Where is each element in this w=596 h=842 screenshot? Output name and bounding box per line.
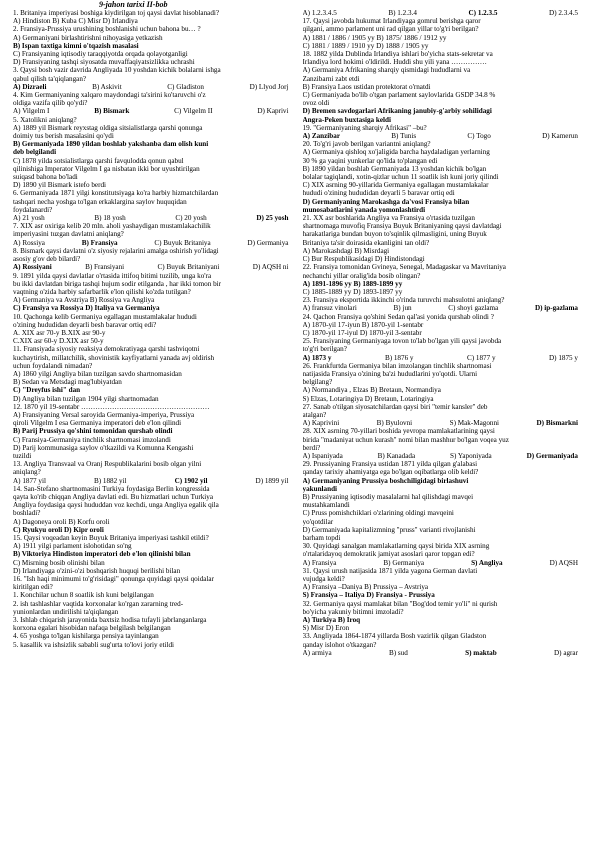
answer-option: B) jun bbox=[393, 304, 412, 313]
text-line: 2. ish tashlashlar vaqtida korxonalar ko'rgan zararning tred- bbox=[13, 599, 184, 608]
text-line: Zanzibarni zabt etdi bbox=[302, 74, 360, 83]
text-line: C) "Dreyfus ishi" dan bbox=[13, 386, 81, 395]
text-line: 32. Germaniya qaysi mamlakat bilan "Bog'dod temir yo'li" ni qurish bbox=[302, 599, 498, 608]
text-line: 5. kasallik va ishsizlik sababli sug'urta to'lovi joriy etildi bbox=[13, 640, 175, 649]
text-line: Irlandiya lord hokimi o'ldirildi. Huddi shu yili yana …………… bbox=[302, 58, 487, 67]
answer-option: A) 1877 yil bbox=[13, 476, 46, 485]
answer-option: D) Llyod Jorj bbox=[249, 82, 289, 91]
answer-option: D) Kamerun bbox=[542, 132, 578, 141]
text-line: yunionlardan undirilishi ta'qiqlangan bbox=[13, 607, 119, 616]
text-line: D) Parij kommunasiga saylov o'tkazildi va Komunna Kengashi bbox=[13, 443, 194, 452]
text-line: 28. XIX asrning 70-yillari boshida yevropa mamlakatlarining qaysi bbox=[302, 427, 495, 436]
text-line: D) 1890 yil Bismark istefo berdi bbox=[13, 181, 107, 190]
text-line: 9. 1891 yilda qaysi davlatlar o'rtasida ittifoq bitimi tuzilib, unga ko'ra bbox=[13, 271, 212, 280]
text-line: C) Germaniyada bo'lib o'tgan parlament saylovlarida GSDP 34.8 % bbox=[302, 91, 496, 100]
answer-option: A) Ispaniyada bbox=[302, 451, 343, 460]
text-line: A) Germaniyaning Prussiya boshchiligidagi birlashuvi bbox=[302, 476, 469, 485]
text-line: 22. Fransiya tomonidan Gvineya, Senegal, Madagaskar va Mavritaniya bbox=[302, 263, 506, 272]
answer-option: D) Germaniya bbox=[247, 238, 289, 247]
text-line: A) 1860 yilgi Angliya bilan tuzilgan savdo shartnomasidan bbox=[13, 369, 182, 378]
text-line: berdi? bbox=[302, 443, 321, 452]
text-line: 6. Germaniyada 1871 yilgi konstitutsiyaga ko'ra harbiy hizmatchilardan bbox=[13, 189, 219, 198]
text-line: nechanchi yillar oralig'ida bosib olingan? bbox=[302, 271, 421, 280]
text-line: belgilang? bbox=[302, 378, 333, 387]
text-line: C) 1870-yil 17-iyul D) 1870-yil 3-sentabr bbox=[302, 328, 422, 337]
text-line: C) Misrning bosib olinishi bilan bbox=[13, 558, 105, 567]
text-line: D) Bremen savdogarlari Afrikaning janubiy-g'arbiy sohilidagi bbox=[302, 107, 492, 116]
text-line: B) Viktoriya Hindiston imperatori deb e'lon qilinishi bilan bbox=[13, 550, 191, 559]
text-line: 2. Fransiya-Prussiya urushining boshlanishi uchun bahona bu… ? bbox=[13, 25, 201, 34]
answer-option: A) Fransiya bbox=[302, 558, 337, 567]
answer-option: B) 1882 yil bbox=[93, 476, 127, 485]
answer-option: B) Tunis bbox=[391, 132, 417, 141]
text-line: A) Dagoneya oroli B) Korfu oroli bbox=[13, 517, 110, 526]
text-line: bu ikki davlatdan biriga tashqi hujum sodir etilganda , har ikki tomon bir bbox=[13, 279, 222, 288]
answer-option: S) Angliya bbox=[471, 558, 503, 567]
text-line: deb belgilandi bbox=[13, 148, 57, 157]
text-line: 23. Fransiya eksportida ikkinchi o'rinda turuvchi mahsulotni aniqlang? bbox=[302, 296, 505, 305]
text-line: A) Germaniyani birlashtirishni nihoyasiga yetkazish bbox=[13, 33, 163, 42]
answer-option: A) fransuz vinolari bbox=[302, 304, 357, 313]
answer-option: B) Fransiya bbox=[81, 238, 118, 247]
answer-option: D) 1899 yil bbox=[255, 476, 289, 485]
text-line: C.XIX asr 60-y D.XIX asr 50-y bbox=[13, 337, 104, 346]
text-line: B) Germaniyada 1890 yildan boshlab yakshanba dam olish kuni bbox=[13, 140, 209, 149]
answer-option: B) Germaniya bbox=[383, 558, 425, 567]
text-line: A) Hindiston B) Kuba C) Misr D) Irlandiya bbox=[13, 17, 138, 26]
text-line: B) Ispan taxtiga kimni o'tqazish masalasi bbox=[13, 41, 139, 50]
text-line: asosiy g'ov deb bilardi? bbox=[13, 255, 81, 264]
text-line: 3. Qaysi bosh vazir davrida Angliyada 10 yoshdan kichik bolalarni ishga bbox=[13, 66, 221, 75]
text-line: imperiyasini tuzgan davlatni aniqlang? bbox=[13, 230, 124, 239]
text-line: doimiy tus berish masalasini qo'ydi bbox=[13, 132, 114, 141]
text-line: foydalanardi? bbox=[13, 205, 53, 214]
text-line: 4. 65 yoshga to'lgan kishilarga pensiya tayinlangan bbox=[13, 632, 159, 641]
answer-option: B) Bismark bbox=[94, 107, 130, 116]
text-line: A) 1889 yil Bismark reyxstag oldiga sitsialistlarga qarshi qonunga bbox=[13, 123, 203, 132]
text-line: B) Sedan va Metsdagi mag'lubiyatdan bbox=[13, 378, 122, 387]
text-line: yo'qotdilar bbox=[302, 517, 334, 526]
text-line: bo'yicha yakuniy bitimni imzoladi? bbox=[302, 607, 404, 616]
answer-options-row bbox=[13, 477, 293, 485]
text-line: 10. Qachonga kelib Germaniya egallagan mustamlakalar hududi bbox=[13, 312, 197, 321]
text-line: C) Fransiya-Germaniya tinchlik shartnomasi imzolandi bbox=[13, 435, 171, 444]
text-line: natijasida Fransiya o'zining ba'zi hududlarini yo'qotdi. Ularni bbox=[302, 369, 478, 378]
answer-option: D) Germaniyada bbox=[526, 451, 578, 460]
text-line: A. XIX asr 70-y B.XIX asr 90-y bbox=[13, 328, 106, 337]
text-line: harakatlariga bundan buyon to'sqinlik qilmasligini, uning Buyuk bbox=[302, 230, 487, 239]
text-line: hududi o'zining hududidan deyarli 5 baravar ortiq edi bbox=[302, 189, 455, 198]
text-line: S) Misr D) Eron bbox=[302, 624, 350, 633]
text-line: C) 1878 yilda sotsialistlarga qarshi favqulodda qonun qabul bbox=[13, 156, 184, 165]
text-line: 31. Qaysi urush natijasida 1871 yilda yagona German davlati bbox=[302, 566, 478, 575]
text-line: 15. Qaysi voqeadan keyin Buyuk Britaniya imperiyasi tashkil etildi? bbox=[13, 534, 209, 542]
text-line: 3. Ishlab chiqarish jarayonida baxtsiz hodisa tufayli jabrlanganlarga bbox=[13, 616, 207, 625]
answer-options-row bbox=[303, 419, 583, 427]
answer-options-row bbox=[13, 239, 293, 247]
text-line: 11. Fransiyada siyosiy reaksiya demokratiyaga qarshi tashviqotni bbox=[13, 345, 200, 354]
answer-option: C) 1.2.3.5 bbox=[468, 9, 498, 17]
answer-options-row bbox=[303, 9, 583, 17]
text-line: 30. Quyidagi sanalgan mamlakatlarning qaysi birida XIX asrning bbox=[302, 542, 490, 551]
answer-option: D) AQSH ni bbox=[252, 263, 289, 272]
answer-option: C) 1902 yil bbox=[174, 476, 208, 485]
answer-option: C) Togo bbox=[467, 132, 491, 141]
answer-options-row bbox=[303, 132, 583, 140]
text-line: B) Fransiya Laos ustidan protektorat o'rnatdi bbox=[302, 82, 431, 91]
text-line: to'g'ri berilgan? bbox=[302, 345, 347, 354]
text-line: C) 1881 / 1889 / 1910 yy D) 1888 / 1905 yy bbox=[302, 41, 429, 50]
text-line: 27. Sanab o'tilgan siyosatchilardan qaysi biri "temir kansler" deb bbox=[302, 402, 488, 411]
answer-option: D) 1875 y bbox=[549, 353, 578, 362]
text-line: 19. "Germaniyaning sharqiy Afrikasi" –bu? bbox=[302, 123, 427, 132]
text-line: qilinishiga Imperator Vilgelm I ga nisbatan ikki bor uyushtirilgan bbox=[13, 164, 200, 173]
text-line: 29. Prussiyaning Fransiya ustidan 1871 yilda qilgan g'alabasi bbox=[302, 460, 478, 469]
answer-option: C) 20 yosh bbox=[175, 214, 207, 223]
answer-option: B) Askivit bbox=[92, 82, 122, 91]
answer-option: D) agrar bbox=[554, 648, 578, 657]
text-line: 1. Britaniya imperiyasi boshiga kiydirilgan toj qaysi davlat hisoblanadi? bbox=[13, 9, 220, 17]
answer-option: A) armiya bbox=[302, 648, 332, 657]
answer-option: A) Dizraeli bbox=[13, 82, 47, 91]
text-line: A) Turkiya B) Iroq bbox=[302, 616, 361, 625]
text-line: kiritilgan edi? bbox=[13, 583, 53, 592]
answer-option: A) 1873 y bbox=[302, 353, 332, 362]
text-line: 26. Frankfurtda Germaniya bilan imzolangan tinchlik shartnomasi bbox=[302, 361, 492, 370]
text-line: qilgani, ammo parlament uni rad qilgan yillar to'g'ri berilgan? bbox=[302, 25, 479, 34]
answer-option: C) shoyi gazlama bbox=[448, 304, 499, 313]
text-line: 18. 1882 yilda Dublinda Irlandiya ishlari bo'yicha stats-sekretar va bbox=[302, 50, 493, 59]
text-line: qayta ko'rib chiqqan Angliya davlati edi. Bu hizmatlari uchun Turkiya bbox=[13, 492, 213, 501]
answer-options-row bbox=[303, 649, 583, 657]
answer-options-row bbox=[13, 214, 293, 222]
text-line: o'rtalaridayoq demokratik jamiyat asoslari qaror topgan edi? bbox=[302, 550, 475, 559]
text-line: 14. San-Stefano shartnomasini Turkiya foydasiga Berlin kongressida bbox=[13, 484, 210, 493]
text-line: aniqlang? bbox=[13, 468, 41, 477]
text-line: qanday islohot o'tkazgan? bbox=[302, 640, 377, 649]
text-line: yakunlandi bbox=[302, 484, 338, 493]
text-line: A) Marokashdagi B) Misrdagi bbox=[302, 246, 390, 255]
text-line: A) Germaniya va Avstriya B) Rossiya va Angliya bbox=[13, 296, 155, 305]
answer-option: D) 2.3.4.5 bbox=[549, 9, 578, 17]
text-line: bolalar tagiqlandi, xotin-qizlar uchun 11 soatlik ish kuni joriy qilindi bbox=[302, 173, 499, 182]
answer-options-row bbox=[303, 304, 583, 312]
answer-option: A) Rossiyani bbox=[13, 263, 52, 272]
answer-option: A) Rossiya bbox=[13, 238, 45, 247]
text-line: korxona egalari hisobidan nafaqa belgilash belgilangan bbox=[13, 624, 171, 633]
text-line: A) Germaniya qishloq xo'jaligida barcha haydaladigan yerlarning bbox=[302, 148, 490, 157]
text-line: C) 1885-1889 yy D) 1893-1897 yy bbox=[302, 287, 403, 296]
text-line: 12. 1870 yil 19-sentabr ……………………………………………… bbox=[13, 402, 210, 411]
text-line: 30 % ga yaqini yunkerlar qo'lida to'plangan edi bbox=[302, 156, 438, 165]
text-line: A) 1881 / 1886 / 1905 yy B) 1875/ 1886 / 1912 yy bbox=[302, 33, 447, 42]
answer-option: S) Mak-Magonni bbox=[449, 419, 500, 428]
answer-options-row bbox=[13, 83, 293, 91]
text-line: oldiga vazifa qilib qo'ydi? bbox=[13, 99, 88, 108]
text-line: B) 1890 yildan boshlab Germaniyada 13 yoshdan kichik bo'lgan bbox=[302, 164, 487, 173]
answer-options-row bbox=[303, 559, 583, 567]
text-line: birida "madaniyat uchun kurash" nomi bilan mashhur bo'lgan voqea yuz bbox=[302, 435, 509, 444]
answer-option: S) Yaponiyada bbox=[450, 451, 492, 460]
answer-option: B) Kanadada bbox=[377, 451, 416, 460]
text-line: qiroli Vilgelm I esa Germaniya imperatori deb e'lon qilindi bbox=[13, 419, 182, 428]
answer-option: B) sud bbox=[388, 648, 408, 657]
text-line: o'zining hududidan deyarli besh baravar ortiq edi? bbox=[13, 320, 157, 329]
text-line: A) 1891-1896 yy B) 1889-1899 yy bbox=[302, 279, 403, 288]
answer-option: A) Vilgelm I bbox=[13, 107, 50, 116]
answer-option: A) Kaprivini bbox=[302, 419, 340, 428]
answer-option: D) AQSH bbox=[549, 558, 578, 567]
text-line: S) Fransiya – Italiya D) Fransiya - Prussiya bbox=[302, 591, 435, 600]
text-line: 8. Bismark qaysi davlatni o'z siyosiy rejalarini amalga oshirish yo'lidagi bbox=[13, 246, 219, 255]
text-line: qanday tarixiy ahamiyatga ega bo'lgan oqibatlarga olib keldi? bbox=[302, 468, 479, 477]
answer-option: C) Buyuk Britaniyani bbox=[157, 263, 220, 272]
text-line: 4. Kim Germaniyaning xalqaro maydondagi ta'sirini ko'taruvchi o'z bbox=[13, 91, 206, 100]
answer-option: D) Bismarkni bbox=[536, 419, 578, 428]
text-line: vujudga keldi? bbox=[302, 575, 345, 584]
text-line: D) Fransiyaning tashqi siyosatda muvaffaqiyatsizlikka uchrashi bbox=[13, 58, 195, 67]
text-line: S) Elzas, Lotaringiya D) Bretaun, Lotaringiya bbox=[302, 394, 434, 403]
text-line: uchun foydalandi nimadan? bbox=[13, 361, 93, 370]
text-line: 16. "Ish haqi minimumi to'g'risidagi" qonunga quyidagi qaysi qoidalar bbox=[13, 575, 214, 584]
text-line: qabul qilish ta'qiqlangan? bbox=[13, 74, 87, 83]
text-line: kuchaytirish, millatchilik, shovinistik kayfiyatlarni yanada avj oldirish bbox=[13, 353, 215, 362]
text-line: 25. Fransiyaning Germaniyaga tovon to'lab bo'lgan yili qaysi javobda bbox=[302, 337, 502, 346]
answer-option: A) 21 yosh bbox=[13, 214, 45, 223]
text-line: 13. Angliya Transvaal va Oranj Respublikalarini bosib olgan yilni bbox=[13, 460, 202, 469]
text-line: D) Irlandiyaga o'zini-o'zi boshqarish huquqi berilishi bilan bbox=[13, 566, 181, 575]
text-line: B) Parij Prussiya qo'shini tomonidan qurshab olindi bbox=[13, 427, 173, 436]
answer-option: C) 1877 y bbox=[466, 353, 496, 362]
text-line: 21. XX asr boshlarida Angliya va Fransiya o'rtasida tuzilgan bbox=[302, 214, 475, 223]
answer-options-row bbox=[303, 452, 583, 460]
text-line: D) Germaniyada kapitalizmning "pruss" varianti rivojlanishi bbox=[302, 525, 476, 534]
answer-option: D) ip-gazlama bbox=[534, 304, 578, 313]
text-line: ovoz oldi bbox=[302, 99, 330, 108]
text-line: A) Fransiyaning Versal saroyida Germaniya-imperiya, Prussiya bbox=[13, 410, 195, 419]
answer-option: B) Byulovni bbox=[376, 419, 413, 428]
answer-option: B) 1876 y bbox=[384, 353, 414, 362]
left-column bbox=[13, 9, 293, 657]
text-line: Angra-Peken buxtasiga keldi bbox=[302, 115, 391, 124]
text-line: Britaniya ta'sir doirasida ekanligini tan oldi? bbox=[302, 238, 430, 247]
text-line: shartnomaga muvofiq Fransiya Buyuk Britaniyaning qaysi davlatdagi bbox=[302, 222, 502, 231]
text-line: 7. XIX asr oxiriga kelib 20 mln. aholi yashaydigan mustamlakachilik bbox=[13, 222, 211, 231]
text-line: 5. Xatolikni aniqlang? bbox=[13, 115, 77, 124]
answer-option: B) 18 yosh bbox=[94, 214, 126, 223]
answer-option: C) Vilgelm II bbox=[174, 107, 213, 116]
answer-option: B) 1.2.3.4 bbox=[388, 9, 417, 17]
text-line: D) Angliya bilan tuzilgan 1904 yilgi shartnomadan bbox=[13, 394, 159, 403]
page-title: 9-jahon tarixi II-bob bbox=[99, 0, 168, 9]
answer-option: C) Buyuk Britaniya bbox=[154, 238, 211, 247]
text-line: 1. Konchilar uchun 8 soatlik ish kuni belgilangan bbox=[13, 591, 154, 600]
text-line: A) 1870-yil 17-iyun B) 1870-yil 1-sentabr bbox=[302, 320, 424, 329]
answer-option: D) 25 yosh bbox=[256, 214, 289, 223]
answer-option: A) Zanzibar bbox=[302, 132, 340, 141]
text-line: Angliya foydasiga qaysi hududdan voz kechdi, unga Angliya egalik qila bbox=[13, 501, 219, 510]
text-line: 20. To'g'ri javob berilgan variantni aniqlang? bbox=[302, 140, 431, 149]
text-line: 24. Qachon Fransiya qo'shini Sedan qal'asi yonida qurshab olindi ? bbox=[302, 312, 494, 321]
text-line: tuzildi bbox=[13, 451, 32, 460]
text-line: A) 1911 yilgi parlament islohotidan so'ng bbox=[13, 542, 132, 551]
text-line: boshladi? bbox=[13, 509, 41, 518]
answer-options-row bbox=[13, 263, 293, 271]
text-line: vaqtning o'zida harbiy safarbarlik e'lon qilishi ko'zda tutilgan? bbox=[13, 287, 191, 296]
text-line: D) Germaniyaning Marokashga da'vosi Fransiya bilan bbox=[302, 197, 470, 206]
text-line: barham topdi bbox=[302, 534, 341, 542]
answer-options-row bbox=[13, 107, 293, 115]
text-line: munosabatlarini yanada yomonlashtirdi bbox=[302, 205, 426, 214]
text-line: 33. Angliyada 1864-1874 yillarda Bosh vazirlik qilgan Gladston bbox=[302, 632, 487, 641]
text-line: tashqari necha yoshga to'lgan erkaklargina saylov huquqidan bbox=[13, 197, 187, 206]
answer-option: B) Fransiyani bbox=[85, 263, 125, 272]
text-line: C) Pruss pomishchiklari o'zlarining oldingi mavqeini bbox=[302, 509, 454, 518]
answer-option: D) Kaprivi bbox=[257, 107, 289, 116]
answer-option: A) 1.2.3.4.5 bbox=[302, 9, 337, 17]
answer-option: S) maktab bbox=[465, 648, 497, 657]
text-line: C) Fransiya va Rossiya D) Italiya va Germaniya bbox=[13, 304, 160, 313]
text-line: C) Ryukyu oroli D) Kipr oroli bbox=[13, 525, 104, 534]
text-line: suiqasd bahona bo'ladi bbox=[13, 173, 78, 182]
right-column bbox=[303, 9, 583, 657]
text-line: C) Fransiyaning iqtisodiy taraqqiyotda orqada qolayotganligi bbox=[13, 50, 188, 59]
answer-options-row bbox=[303, 354, 583, 362]
text-line: A) Fransiya –Daniya B) Prussiya – Avstriya bbox=[302, 583, 429, 592]
text-line: A) Normandiya , Elzas B) Bretaun, Normandiya bbox=[302, 386, 441, 395]
text-line: B) Prussiyaning iqtisodiy masalalarni hal qilishdagi mavqei bbox=[302, 492, 474, 501]
columns bbox=[13, 9, 582, 657]
text-line: atalgan? bbox=[302, 410, 327, 419]
text-line: C) Bur Respublikasidagi D) Hindistondagi bbox=[302, 255, 425, 264]
text-line: C) XIX asrning 90-yillarida Germaniya egallagan mustamlakalar bbox=[302, 181, 489, 190]
text-line: mustahkamlandi bbox=[302, 501, 350, 510]
text-line: 17. Qaysi javobda hukumat Irlandiyaga gomrul berishga qaror bbox=[302, 17, 481, 26]
answer-option: C) Gladiston bbox=[167, 82, 204, 91]
text-line: A) Germaniya Afrikaning sharqiy qismidagi hududlarni va bbox=[302, 66, 471, 75]
